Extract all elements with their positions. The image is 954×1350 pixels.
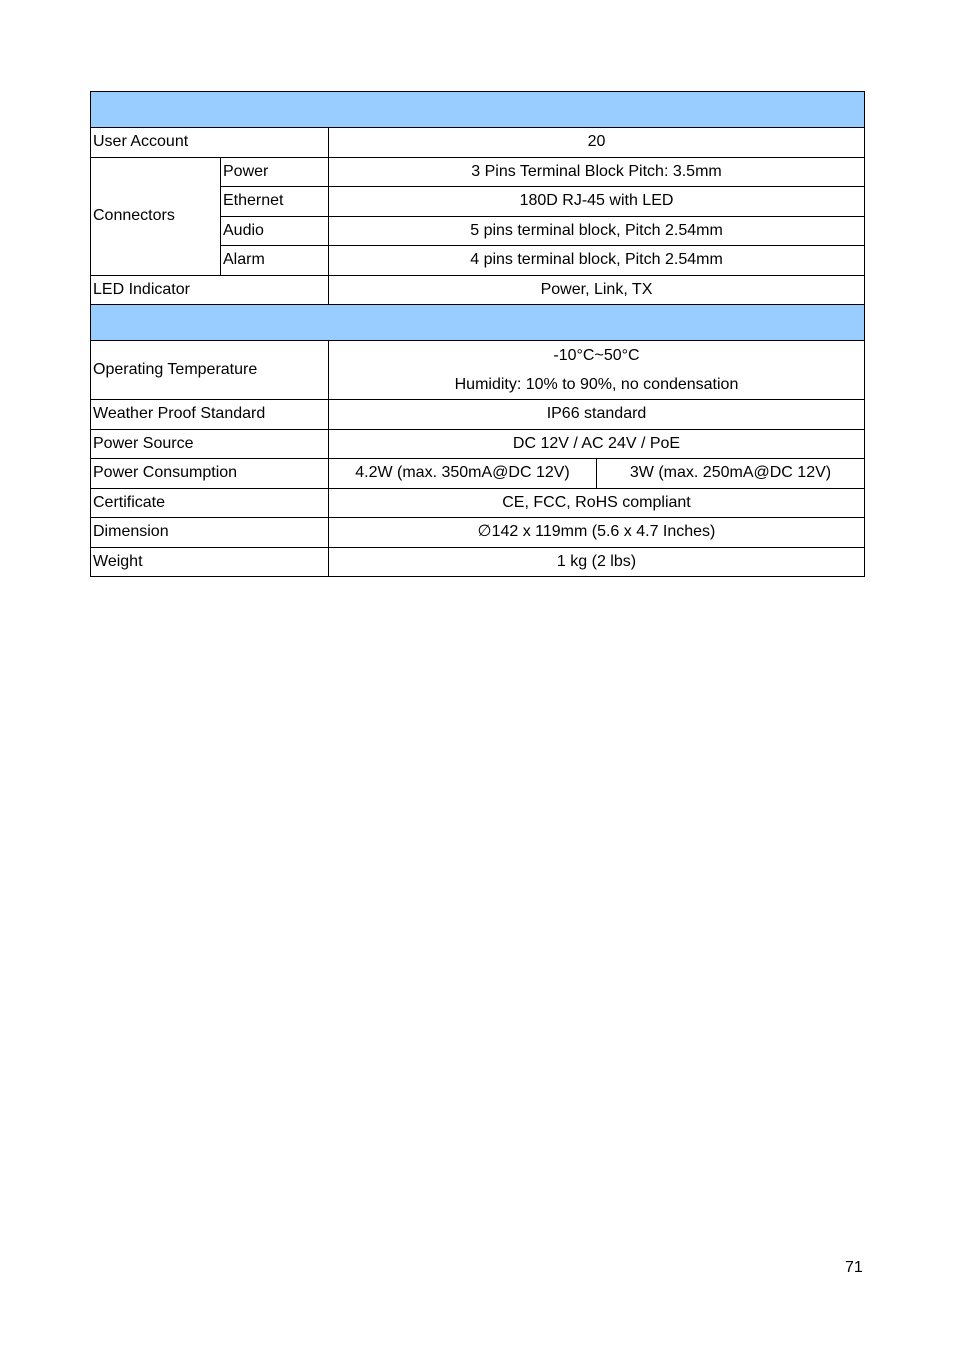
row-value: 180D RJ-45 with LED bbox=[329, 187, 865, 217]
table-row bbox=[91, 128, 865, 158]
row-label: Certificate bbox=[91, 488, 329, 518]
row-value bbox=[329, 341, 865, 400]
row-value: 1 kg (2 lbs) bbox=[329, 547, 865, 577]
row-value: 3 Pins Terminal Block Pitch: 3.5mm bbox=[329, 157, 865, 187]
specifications-table bbox=[90, 91, 865, 577]
row-value: DC 12V / AC 24V / PoE bbox=[329, 429, 865, 459]
row-value: ∅142 x 119mm (5.6 x 4.7 Inches) bbox=[329, 518, 865, 548]
table-row bbox=[91, 518, 865, 548]
row-value: 4 pins terminal block, Pitch 2.54mm bbox=[329, 246, 865, 276]
page-number: 71 bbox=[845, 1259, 863, 1276]
table-row bbox=[91, 341, 865, 400]
row-label: Weight bbox=[91, 547, 329, 577]
table-row bbox=[91, 400, 865, 430]
row-value: Power, Link, TX bbox=[329, 275, 865, 305]
row-value: 20 bbox=[329, 128, 865, 158]
row-label: Dimension bbox=[91, 518, 329, 548]
humidity-range: Humidity: 10% to 90%, no condensation bbox=[454, 376, 739, 393]
row-label: Weather Proof Standard bbox=[91, 400, 329, 430]
table-row bbox=[91, 459, 865, 489]
section-header bbox=[91, 305, 865, 341]
row-label: Power Source bbox=[91, 429, 329, 459]
table-row bbox=[91, 547, 865, 577]
row-label: User Account bbox=[91, 128, 329, 158]
sub-label: Audio bbox=[221, 216, 329, 246]
section-header-row bbox=[91, 305, 865, 341]
section-header bbox=[91, 92, 865, 128]
sub-label: Alarm bbox=[221, 246, 329, 276]
table-row bbox=[91, 157, 865, 187]
row-value: 4.2W (max. 350mA@DC 12V) bbox=[329, 459, 597, 489]
row-value: 3W (max. 250mA@DC 12V) bbox=[597, 459, 865, 489]
row-label: Power Consumption bbox=[91, 459, 329, 489]
sub-label: Ethernet bbox=[221, 187, 329, 217]
row-value: 5 pins terminal block, Pitch 2.54mm bbox=[329, 216, 865, 246]
row-label: LED Indicator bbox=[91, 275, 329, 305]
table-row bbox=[91, 275, 865, 305]
table-row bbox=[91, 429, 865, 459]
row-label: Operating Temperature bbox=[91, 341, 329, 400]
row-value: CE, FCC, RoHS compliant bbox=[329, 488, 865, 518]
temperature-range: -10°C~50°C bbox=[553, 347, 640, 364]
row-value: IP66 standard bbox=[329, 400, 865, 430]
row-label: Connectors bbox=[91, 157, 221, 275]
sub-label: Power bbox=[221, 157, 329, 187]
section-header-row bbox=[91, 92, 865, 128]
table-row bbox=[91, 488, 865, 518]
